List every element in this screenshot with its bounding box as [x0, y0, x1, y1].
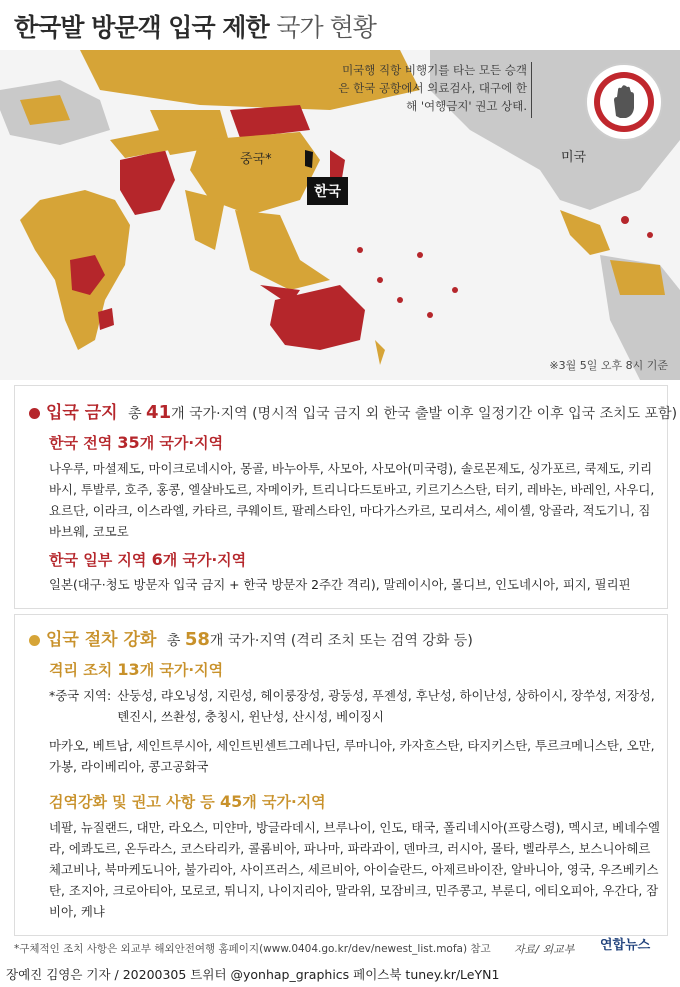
yonhap-logo: 연합뉴스 — [600, 938, 651, 953]
as-of-note: ※3월 5일 오후 8시 기준 — [549, 359, 668, 372]
china-regions-label: *중국 지역: — [49, 688, 112, 703]
entry-restriction-section — [14, 614, 668, 936]
entry-restriction-header: 입국 절차 강화 총 58개 국가·지역 (격리 조치 또는 검역 강화 등) — [29, 625, 473, 650]
quarantine-list: 마카오, 베트남, 세인트루시아, 세인트빈센트그레나딘, 루마니아, 카자흐스탄, 타지키스탄, 투르크메니스탄, 오만, 가봉, 라이베리아, 콩고공화국 — [49, 738, 655, 774]
entry-ban-section — [14, 385, 678, 609]
entry-ban-header: 입국 금지 총 41개 국가·지역 (명시적 입국 금지 외 한국 출발 이후 일정기간 이후 입국 조치도 포함) — [29, 398, 677, 423]
source-label: 자료/ 외교부 — [514, 943, 575, 956]
ban-partial-korea-title: 한국 일부 지역 6개 국가·지역 — [49, 550, 247, 569]
usa-label: 미국 — [561, 150, 587, 165]
ban-all-korea-title: 한국 전역 35개 국가·지역 — [49, 433, 224, 452]
korea-label: 한국 — [307, 177, 348, 205]
china-label: 중국* — [240, 152, 272, 167]
china-regions — [49, 685, 661, 727]
footnote: *구체적인 조치 사항은 외교부 해외안전여행 홈페이지(www.0404.go.kr/dev/newest_list.mofa) 참고 — [14, 943, 491, 955]
usa-callout-text: 미국행 직항 비행기를 타는 모든 승객은 한국 공항에서 의료검사, 대구에 한해 '여행금지' 권고 상태. — [338, 63, 527, 113]
china-regions-list: 산둥성, 랴오닝성, 지린성, 헤이룽장성, 광둥성, 푸젠성, 후난성, 하이난성, 상하이시, 장쑤성, 저장성, 톈진시, 쓰촨성, 충칭시, 윈난성, 산시성, 베이징시 — [117, 688, 655, 724]
credit-line: 장예진 김영은 기자 / 20200305 트위터 @yonhap_graphics 페이스북 tuney.kr/LeYN1 — [0, 963, 680, 987]
page-title: 한국발 방문객 입국 제한 국가 현황 — [14, 13, 376, 42]
quarantine-title: 격리 조치 13개 국가·지역 — [49, 660, 224, 679]
callout-line — [531, 62, 532, 118]
ban-partial-korea-list: 일본(대구·청도 방문자 입국 금지 + 한국 방문자 2주간 격리), 말레이시아, 몰디브, 인도네시아, 피지, 필리핀 — [49, 577, 631, 592]
inspection-title: 검역강화 및 권고 사항 등 45개 국가·지역 — [49, 792, 326, 811]
inspection-list: 네팔, 뉴질랜드, 대만, 라오스, 미얀마, 방글라데시, 브루나이, 인도, 태국, 폴리네시아(프랑스령), 멕시코, 베네수엘라, 에콰도르, 온두라스, 코스타리카, 콜롬비아, 파나마, 파라과이, 덴마크, 러시아, 몰타, 벨라루스, 보스니아헤르체고비나, 북마케도니아, 불가리아, 사이프러스, 세르비아, 아이슬란드, 아제르바이잔, 알바니아, 영국, 우즈베키스탄, 조지아, 크로아티아, 모로코, 튀니지, 나이지리아, 말라위, 모잠비크, 민주콩고, 부룬디, 에티오피아, 우간다, 잠비아, 케냐 — [49, 820, 660, 919]
stop-hand-icon — [585, 63, 663, 141]
red-dot-icon — [29, 408, 40, 419]
gold-dot-icon — [29, 635, 40, 646]
ban-all-korea-list: 나우루, 마셜제도, 마이크로네시아, 몽골, 바누아투, 사모아, 사모아(미국령), 솔로몬제도, 싱가포르, 쿡제도, 키리바시, 투발루, 호주, 홍콩, 엘살바도르, 자메이카, 트리니다드토바고, 키르기스스탄, 터키, 레바논, 바레인, 사우디, 요르단, 이라크, 이스라엘, 카타르, 쿠웨이트, 팔레스타인, 마다가스카르, 모리셔스, 세이셸, 앙골라, 적도기니, 짐바브웨, 코모로 — [49, 461, 655, 539]
